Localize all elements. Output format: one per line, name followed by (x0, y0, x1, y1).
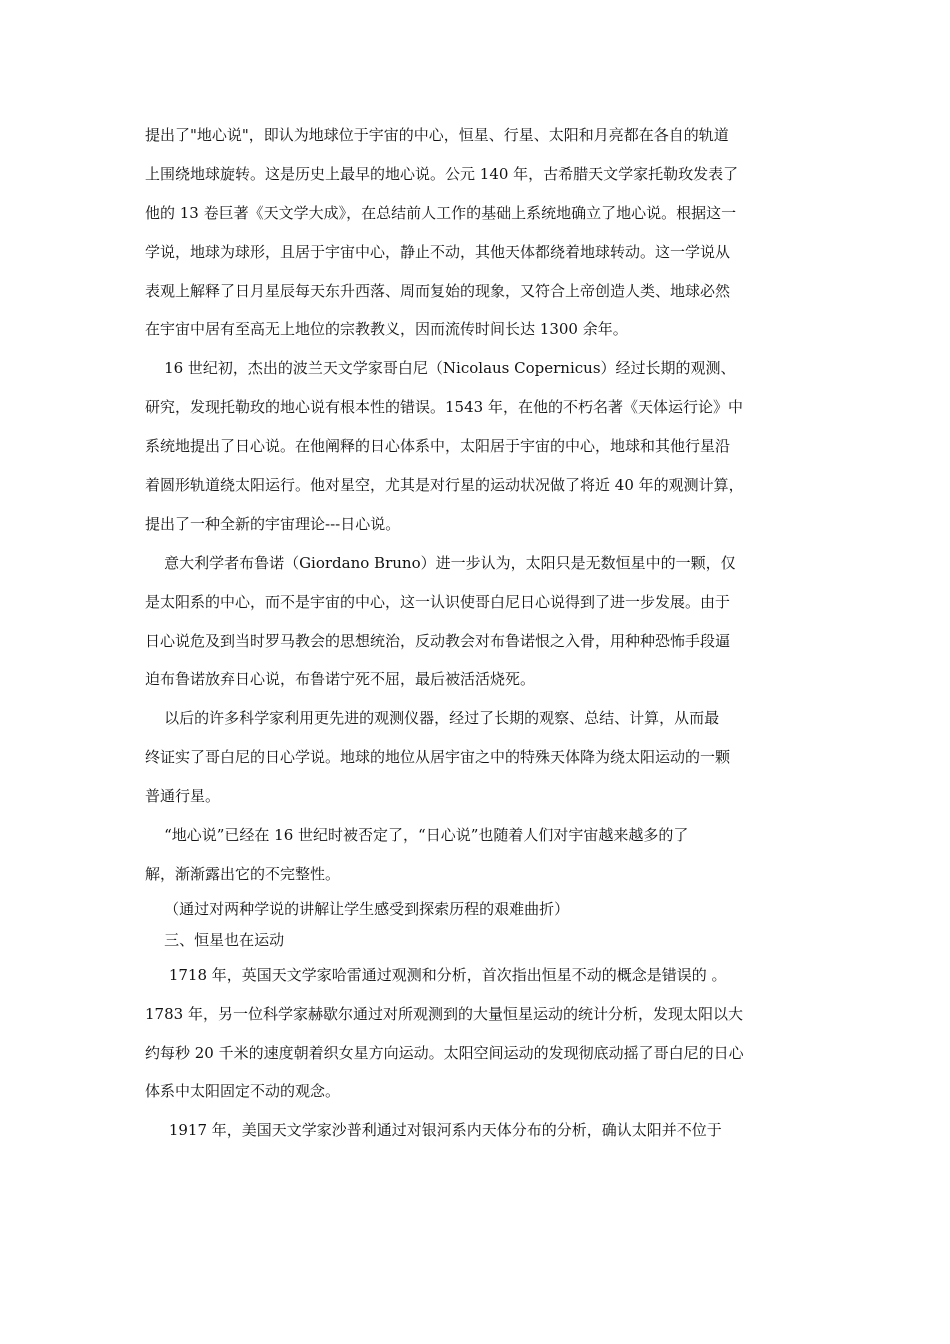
text-line: 着圆形轨道绕太阳运行。他对星空，尤其是对行星的运动状况做了将近 40 年的观测计算， (145, 476, 744, 495)
text-line: 1917 年，美国天文学家沙普利通过对银河系内天体分布的分析，确认太阳并不位于 (145, 1121, 722, 1140)
text-line: 1783 年，另一位科学家赫歇尔通过对所观测到的大量恒星运动的统计分析，发现太阳以大 (145, 1004, 743, 1023)
note-line: （通过对两种学说的讲解让学生感受到探索历程的艰难曲折） (145, 899, 570, 918)
text-line: 上围绕地球旋转。这是历史上最早的地心说。公元 140 年，古希腊天文学家托勒玫发表了 (145, 164, 739, 183)
text-line: 表观上解释了日月星辰每天东升西落、周而复始的现象，又符合上帝创造人类、地球必然 (145, 281, 731, 300)
text-line: 迫布鲁诺放弃日心说，布鲁诺宁死不屈，最后被活活烧死。 (145, 670, 536, 689)
text-line: 16 世纪初，杰出的波兰天文学家哥白尼（Nicolaus Copernicus）经过长期的观测、 (145, 359, 736, 378)
text-line: 提出了一种全新的宇宙理论---日心说。 (145, 514, 401, 533)
text-line: 终证实了哥白尼的日心学说。地球的地位从居宇宙之中的特殊天体降为绕太阳运动的一颗 (145, 748, 731, 767)
text-line: 普通行星。 (145, 787, 221, 806)
section-heading: 三、恒星也在运动 (145, 930, 285, 949)
text-line: 提出了"地心说"，即认为地球位于宇宙的中心，恒星、行星、太阳和月亮都在各自的轨道 (145, 126, 729, 144)
text-line: 以后的许多科学家利用更先进的观测仪器，经过了长期的观察、总结、计算，从而最 (145, 709, 720, 728)
text-line: 他的 13 卷巨著《天文学大成》，在总结前人工作的基础上系统地确立了地心说。根据这一 (145, 203, 737, 222)
body-text (145, 116, 813, 1150)
text-line: 是太阳系的中心，而不是宇宙的中心，这一认识使哥白尼日心说得到了进一步发展。由于 (145, 592, 731, 611)
text-line: 1718 年，英国天文学家哈雷通过观测和分析，首次指出恒星不动的概念是错误的 。 (145, 965, 727, 984)
text-line: 在宇宙中居有至高无上地位的宗教教义，因而流传时间长达 1300 余年。 (145, 320, 628, 339)
text-line: 解，渐渐露出它的不完整性。 (145, 864, 341, 883)
text-line: 系统地提出了日心说。在他阐释的日心体系中，太阳居于宇宙的中心，地球和其他行星沿 (145, 437, 731, 456)
text-line: 体系中太阳固定不动的观念。 (145, 1082, 341, 1101)
text-line: 研究，发现托勒玫的地心说有根本性的错误。1543 年，在他的不朽名著《天体运行论》中 (145, 398, 743, 417)
text-line: 日心说危及到当时罗马教会的思想统治，反动教会对布鲁诺恨之入骨，用种种恐怖手段逼 (145, 631, 731, 650)
text-line: 约每秒 20 千米的速度朝着织女星方向运动。太阳空间运动的发现彻底动摇了哥白尼的日心 (145, 1043, 744, 1062)
text-line: 意大利学者布鲁诺（Giordano Bruno）进一步认为，太阳只是无数恒星中的一颗，仅 (145, 553, 736, 572)
text-line: “地心说”已经在 16 世纪时被否定了，“日心说”也随着人们对宇宙越来越多的了 (145, 826, 689, 845)
text-line: 学说，地球为球形，且居于宇宙中心，静止不动，其他天体都绕着地球转动。这一学说从 (145, 242, 731, 261)
